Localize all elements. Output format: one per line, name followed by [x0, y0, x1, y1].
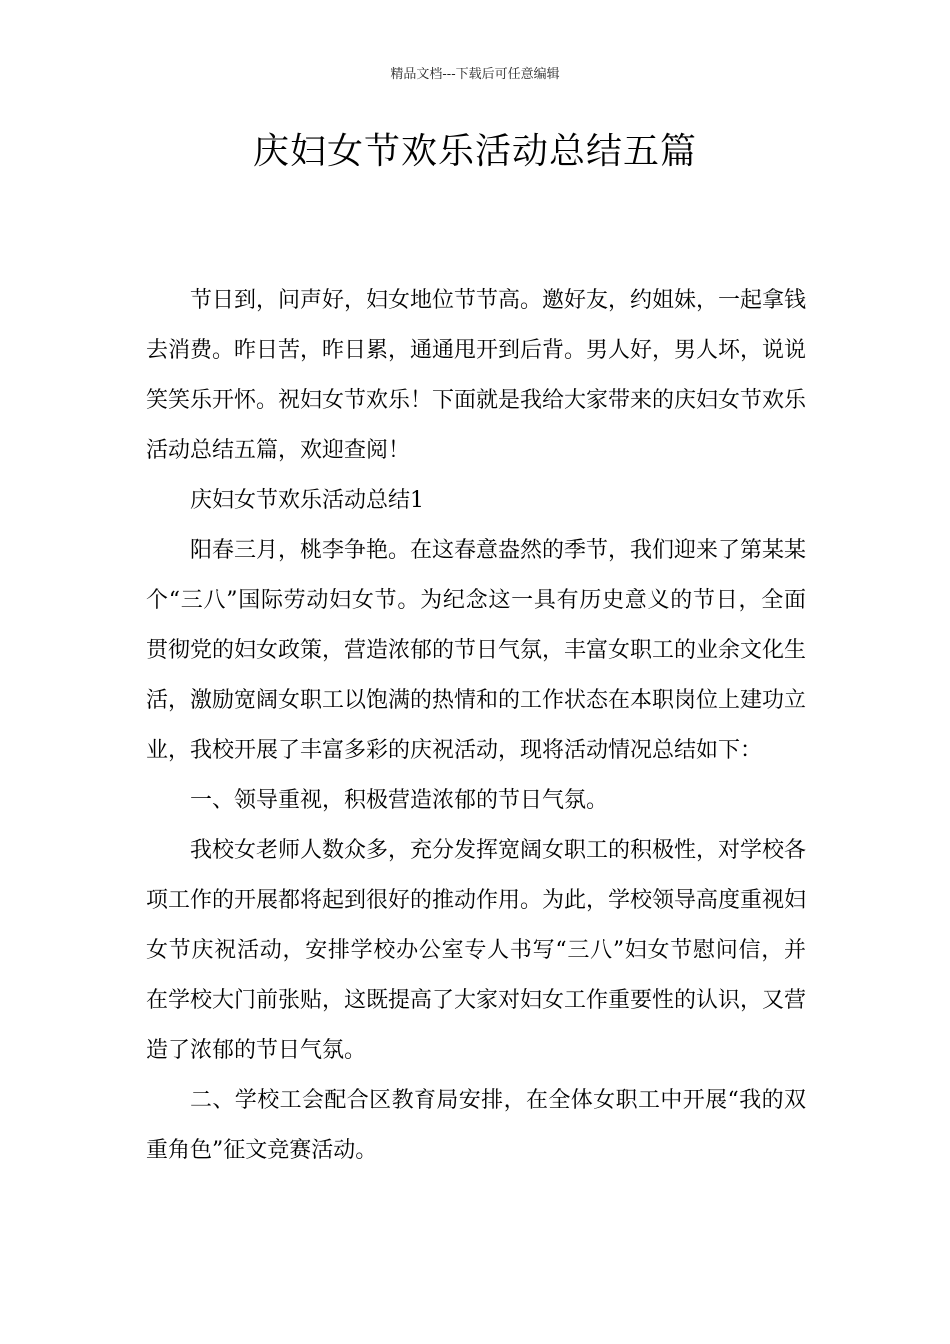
- section-heading: 庆妇女节欢乐活动总结1: [190, 488, 424, 513]
- subsection-heading: 一、领导重视，积极营造浓郁的节日气氛。: [190, 788, 609, 813]
- document-body: [146, 276, 806, 1176]
- header-note: 精品文档---下载后可任意编辑: [390, 67, 560, 82]
- subsection-heading: 二、学校工会配合区教育局安排，在全体女职工中开展“我的双重角色”征文竞赛活动。: [146, 1088, 806, 1163]
- document-title: 庆妇女节欢乐活动总结五篇: [252, 131, 697, 172]
- intro-paragraph: 节日到，问声好，妇女地位节节高。邀好友，约姐妹，一起拿钱去消费。昨日苦，昨日累，通通甩开到后背。男人好，男人坏，说说笑笑乐开怀。祝妇女节欢乐！下面就是我给大家带来的庆妇女节欢乐活动总结五篇，欢迎查阅！: [146, 288, 807, 463]
- body-paragraph: 阳春三月，桃李争艳。在这春意盎然的季节，我们迎来了第某某个“三八”国际劳动妇女节。为纪念这一具有历史意义的节日，全面贯彻党的妇女政策，营造浓郁的节日气氛，丰富女职工的业余文化生活，激励宽阔女职工以饱满的热情和的工作状态在本职岗位上建功立业，我校开展了丰富多彩的庆祝活动，现将活动情况总结如下：: [146, 538, 807, 763]
- body-paragraph: 我校女老师人数众多，充分发挥宽阔女职工的积极性，对学校各项工作的开展都将起到很好的推动作用。为此，学校领导高度重视妇女节庆祝活动，安排学校办公室专人书写“三八”妇女节慰问信，并在学校大门前张贴，这既提高了大家对妇女工作重要性的认识，又营造了浓郁的节日气氛。: [146, 838, 807, 1063]
